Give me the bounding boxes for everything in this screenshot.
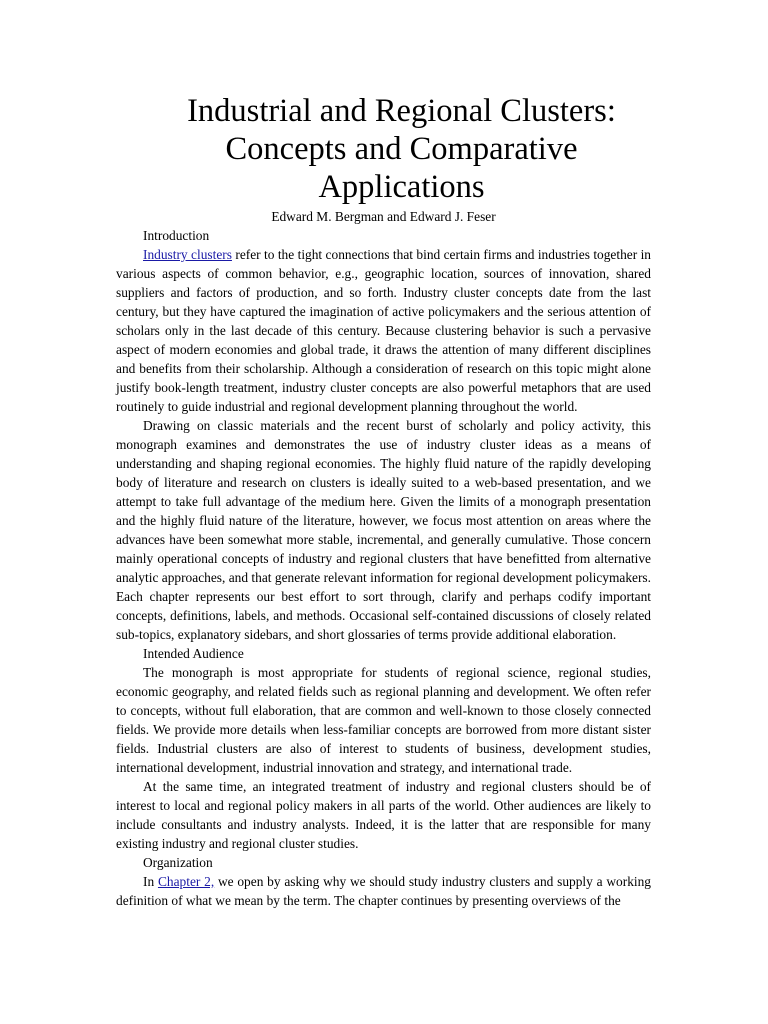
organization-paragraph-1 (116, 872, 651, 910)
organization-paragraph-1-prefix: In (143, 874, 158, 889)
document-title (116, 92, 651, 206)
title-line-1: Industrial and Regional Clusters: (187, 93, 616, 129)
section-heading-audience: Intended Audience (143, 646, 244, 661)
organization-paragraph-1-text: we open by asking why we should study industry clusters and supply a working definition of what we mean by the term. The chapter continues by presenting overviews of the (116, 874, 651, 908)
document-page (116, 92, 651, 910)
intro-paragraph-2: Drawing on classic materials and the recent burst of scholarly and policy activity, this monograph examines and demonstrates the use of industry cluster ideas as a means of understanding and shaping regional economies. The highly fluid nature of the rapidly developing body of literature and research on clusters is ideally suited to a web-based presentation, and we attempt to take full advantage of the medium here. Given the limits of a monograph presentation and the highly fluid nature of the literature, however, we focus most attention on areas where the advances have been somewhat more stable, incremental, and generally cumulative. Those concern mainly operational concepts of industry and regional clusters that have benefitted from alternative analytic approaches, and that generate relevant information for regional development policymakers. Each chapter represents our best effort to sort through, clarify and perhaps codify important concepts, definitions, labels, and methods. Occasional self-contained discussions of closely related sub-topics, explanatory sidebars, and short glossaries of terms provide additional elaboration. (116, 418, 651, 642)
section-heading-introduction: Introduction (143, 228, 210, 243)
section-heading-organization: Organization (143, 855, 213, 870)
audience-paragraph-1: The monograph is most appropriate for students of regional science, regional studies, economic geography, and related fields such as regional planning and development. We often refer to concepts, without full elaboration, that are common and well-known to those closely connected fields. We provide more details when less-familiar concepts are borrowed from more distant sister fields. Industrial clusters are also of interest to students of business, development studies, international development, industrial innovation and strategy, and international trade. (116, 665, 651, 775)
chapter-2-link[interactable]: Chapter 2, (157, 874, 215, 889)
industry-clusters-link[interactable]: Industry clusters (143, 247, 232, 262)
intro-paragraph-1 (116, 245, 651, 416)
title-line-2: Concepts and Comparative (225, 131, 578, 167)
title-line-3: Applications (318, 169, 485, 205)
audience-paragraph-2: At the same time, an integrated treatment of industry and regional clusters should be of interest to local and regional policy makers in all parts of the world. Other audiences are likely to include consultants and industry analysts. Indeed, it is the latter that are responsible for many existing industry and regional cluster studies. (116, 779, 651, 851)
authors-line: Edward M. Bergman and Edward J. Feser (271, 209, 496, 224)
intro-paragraph-1-text: refer to the tight connections that bind certain firms and industries together in various aspects of common behavior, e.g., geographic location, sources of innovation, shared suppliers and factors of production, and so forth. Industry cluster concepts date from the last century, but they have captured the imagination of active policymakers and the serious attention of scholars only in the last decade of this century. Because clustering behavior is such a pervasive aspect of modern economies and global trade, it draws the attention of many different disciplines and benefits from their scholarship. Although a consideration of research on this topic might alone justify book-length treatment, industry cluster concepts are also powerful metaphors that are used routinely to guide industrial and regional development planning throughout the world. (116, 247, 652, 414)
